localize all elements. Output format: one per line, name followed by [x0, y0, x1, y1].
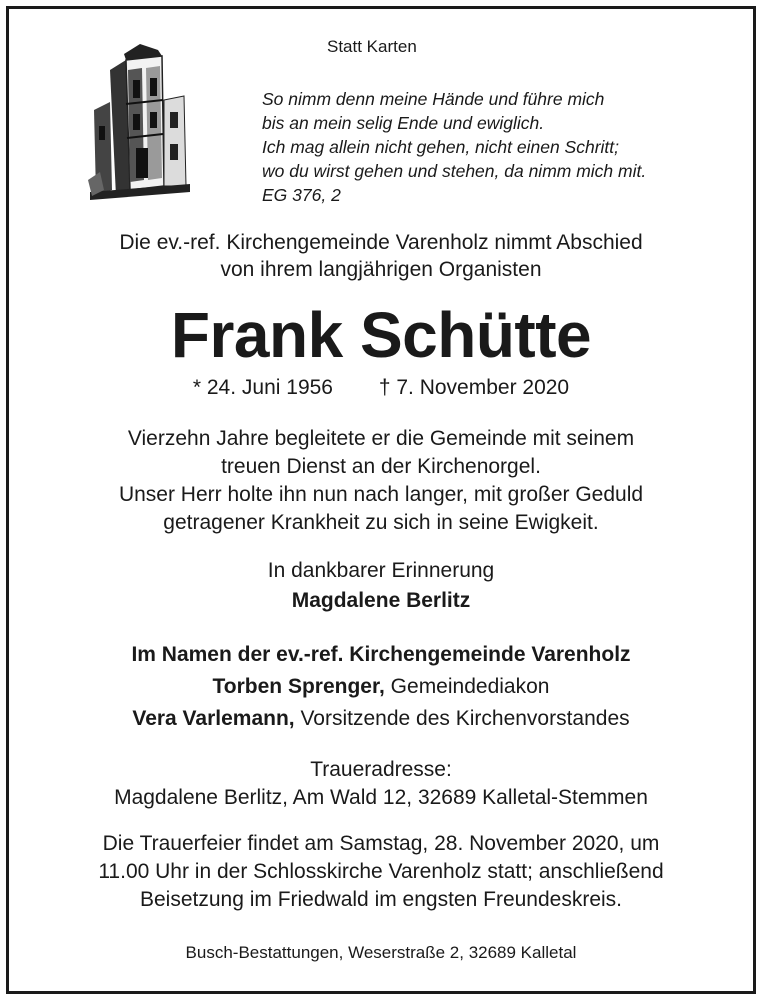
- tribute-text: [0, 425, 762, 537]
- ceremony-line: Die Trauerfeier findet am Samstag, 28. November 2020, um: [102, 832, 660, 855]
- tribute-line: treuen Dienst an der Kirchenorgel.: [221, 455, 541, 478]
- address-label: Traueradresse:: [310, 758, 452, 781]
- life-dates: [0, 374, 762, 402]
- signatory-role: Gemeindediakon: [384, 675, 550, 698]
- intro-line: Die ev.-ref. Kirchengemeinde Varenholz nimmt Abschied: [119, 231, 643, 254]
- remembrance: [0, 556, 762, 616]
- remembrance-text: In dankbarer Erinnerung: [267, 559, 495, 582]
- poem-line: So nimm denn meine Hände und führe mich: [262, 89, 605, 109]
- funeral-home: Busch-Bestattungen, Weserstraße 2, 32689 Kalletal: [185, 943, 577, 962]
- remembrance-signer: Magdalene Berlitz: [291, 589, 471, 612]
- birth-date: * 24. Juni 1956: [192, 376, 333, 399]
- ceremony-line: Beisetzung im Friedwald im engsten Freundeskreis.: [139, 888, 623, 911]
- poem-line: Ich mag allein nicht gehen, nicht einen Schritt;: [262, 137, 620, 157]
- church-tower-icon: [86, 40, 194, 202]
- intro-text: [0, 229, 762, 283]
- death-date: † 7. November 2020: [378, 376, 570, 399]
- poem-line: bis an mein selig Ende und ewiglich.: [262, 113, 545, 133]
- ceremony-line: 11.00 Uhr in der Schlosskirche Varenholz statt; anschließend: [98, 860, 664, 883]
- mourning-address: [0, 756, 762, 812]
- statt-karten: Statt Karten: [327, 37, 417, 56]
- poem-line: wo du wirst gehen und stehen, da nimm mich mit.: [262, 161, 647, 181]
- intro-line: von ihrem langjährigen Organisten: [220, 258, 542, 281]
- signatory-row: [0, 671, 762, 703]
- address-value: Magdalene Berlitz, Am Wald 12, 32689 Kalletal-Stemmen: [114, 786, 648, 809]
- poem: [262, 87, 646, 207]
- ceremony-info: [0, 830, 762, 914]
- poem-reference: EG 376, 2: [262, 185, 341, 205]
- behalf-block: [0, 639, 762, 735]
- signatory-role: Vorsitzende des Kirchenvorstandes: [294, 707, 630, 730]
- tribute-line: Vierzehn Jahre begleitete er die Gemeinde mit seinem: [127, 427, 635, 450]
- signatory-name: Vera Varlemann,: [132, 707, 295, 730]
- tribute-line: Unser Herr holte ihn nun nach langer, mit großer Geduld: [118, 483, 644, 506]
- deceased-name: Frank Schütte: [170, 299, 592, 371]
- signatory-row: [0, 703, 762, 735]
- tribute-line: getragener Krankheit zu sich in seine Ewigkeit.: [163, 511, 599, 534]
- signatory-name: Torben Sprenger,: [212, 675, 385, 698]
- behalf-heading: Im Namen der ev.-ref. Kirchengemeinde Varenholz: [131, 643, 631, 666]
